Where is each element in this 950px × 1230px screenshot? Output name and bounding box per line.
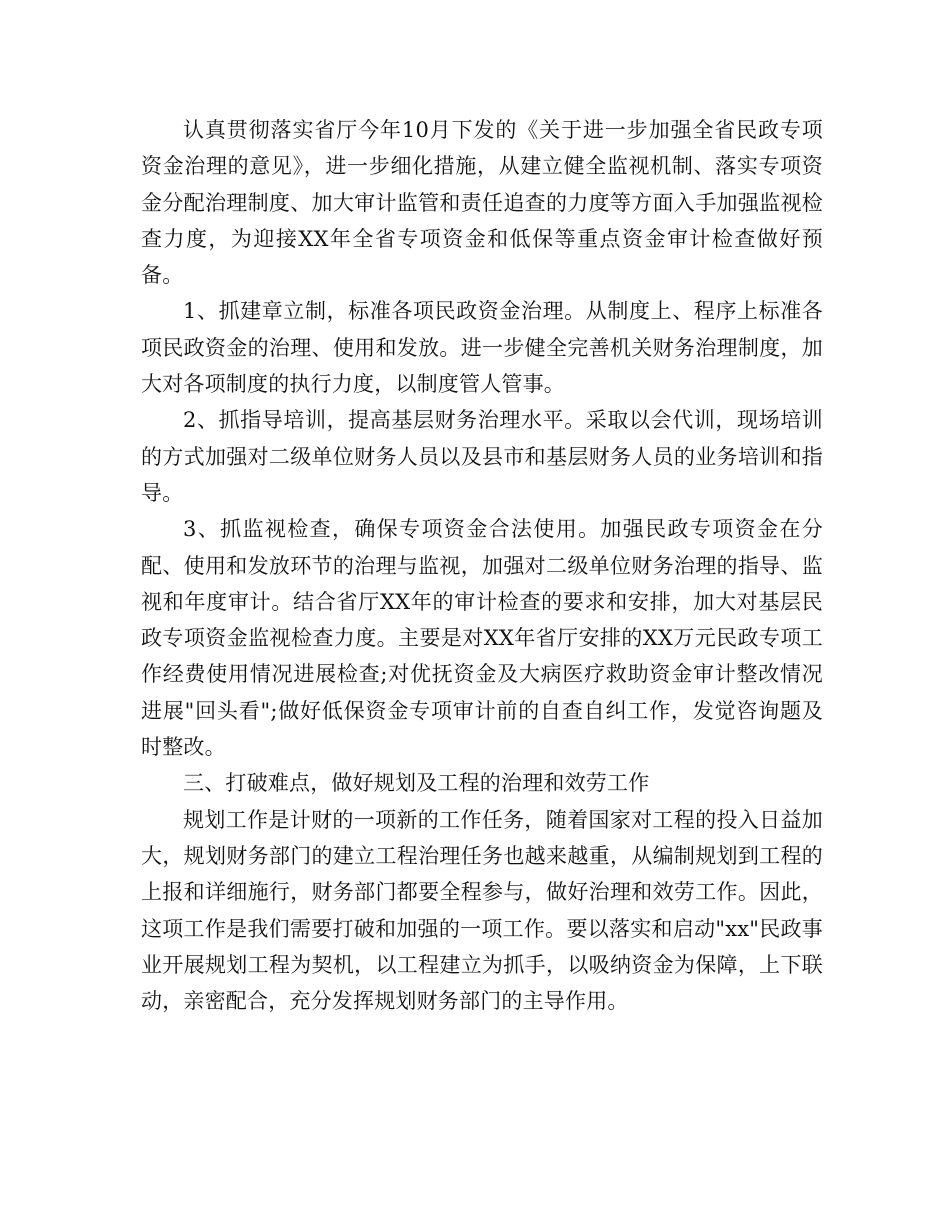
document-body (141, 112, 823, 1019)
paragraph-item-1: 1、抓建章立制，标准各项民政资金治理。从制度上、程序上标准各项民政资金的治理、使用和发放。进一步健全完善机关财务治理制度，加大对各项制度的执行力度，以制度管人管事。 (141, 299, 823, 397)
paragraph-item-3: 3、抓监视检查，确保专项资金合法使用。加强民政专项资金在分配、使用和发放环节的治理与监视，加强对二级单位财务治理的指导、监视和年度审计。结合省厅XX年的审计检查的要求和安排，加大对基层民政专项资金监视检查力度。主要是对XX年省厅安排的XX万元民政专项工作经费使用情况进展检查;对优抚资金及大病医疗救助资金审计整改情况进展"回头看";做好低保资金专项审计前的自查自纠工作，发觉咨询题及时整改。 (141, 517, 823, 760)
paragraph-planning: 规划工作是计财的一项新的工作任务，随着国家对工程的投入日益加大，规划财务部门的建立工程治理任务也越来越重，从编制规划到工程的上报和详细施行，财务部门都要全程参与，做好治理和效劳工作。因此，这项工作是我们需要打破和加强的一项工作。要以落实和启动"xx"民政事业开展规划工程为契机，以工程建立为抓手，以吸纳资金为保障，上下联动，亲密配合，充分发挥规划财务部门的主导作用。 (141, 807, 823, 1014)
section-heading-3: 三、打破难点，做好规划及工程的治理和效劳工作 (183, 771, 650, 796)
paragraph-intro: 认真贯彻落实省厅今年10月下发的《关于进一步加强全省民政专项资金治理的意见》，进一步细化措施，从建立健全监视机制、落实专项资金分配治理制度、加大审计监管和责任追查的力度等方面入手加强监视检查力度，为迎接XX年全省专项资金和低保等重点资金审计检查做好预备。 (141, 118, 823, 288)
paragraph-item-2: 2、抓指导培训，提高基层财务治理水平。采取以会代训，现场培训的方式加强对二级单位财务人员以及县市和基层财务人员的业务培训和指导。 (141, 408, 823, 505)
